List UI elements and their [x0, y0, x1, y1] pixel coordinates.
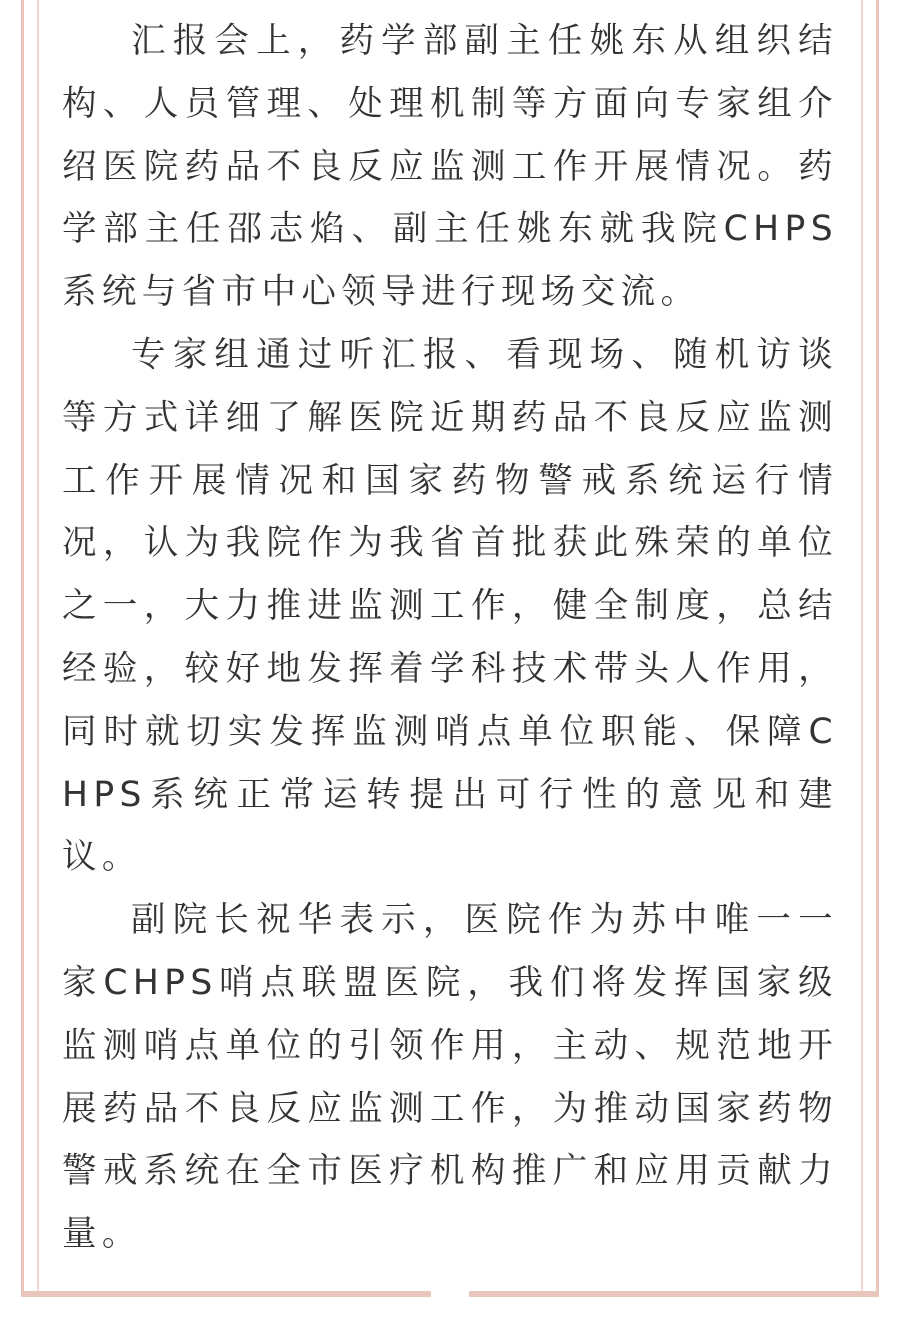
paragraph-vice-president-statement: 副院长祝华表示，医院作为苏中唯一一家CHPS哨点联盟医院，我们将发挥国家级监测哨点单位的引领作用，主动、规范地开展药品不良反应监测工作，为推动国家药物警戒系统在全市医疗机构推广和应用贡献力量。: [62, 900, 838, 1255]
bottom-border-right: [469, 1291, 879, 1297]
bottom-border-gap: [431, 1291, 469, 1297]
article-body: [62, 10, 838, 1266]
right-border-outer: [876, 0, 879, 1297]
paragraph-expert-review: 专家组通过听汇报、看现场、随机访谈等方式详细了解医院近期药品不良反应监测工作开展情况和国家药物警戒系统运行情况，认为我院作为我省首批获此殊荣的单位之一，大力推进监测工作，健全制度，总结经验，较好地发挥着学科技术带头人作用，同时就切实发挥监测哨点单位职能、保障CHPS系统正常运转提出可行性的意见和建议。: [62, 334, 838, 878]
right-border-inner: [861, 0, 863, 1297]
paragraph-report-meeting: 汇报会上，药学部副主任姚东从组织结构、人员管理、处理机制等方面向专家组介绍医院药品不良反应监测工作开展情况。药学部主任邵志焰、副主任姚东就我院CHPS系统与省市中心领导进行现场交流。: [62, 21, 838, 313]
left-border-outer: [21, 0, 24, 1297]
bottom-border-left: [21, 1291, 431, 1297]
left-border-inner: [37, 0, 39, 1297]
